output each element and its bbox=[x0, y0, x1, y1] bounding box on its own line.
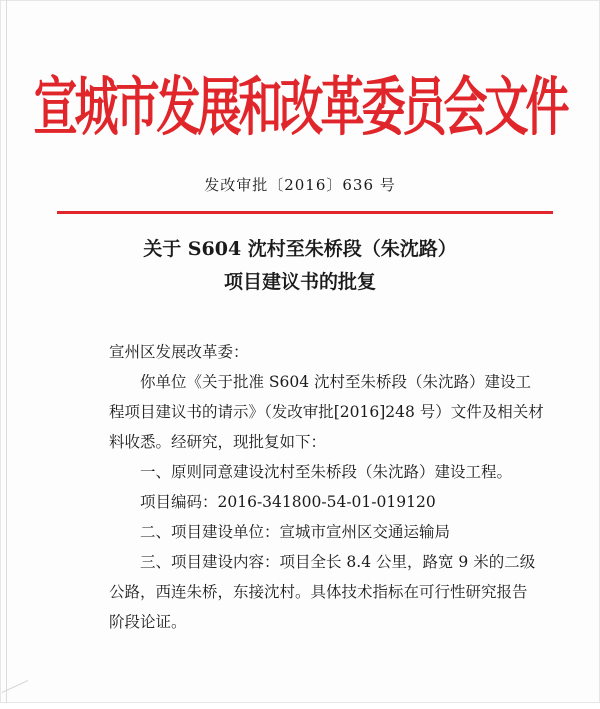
item-3-line-3: 阶段论证。 bbox=[109, 613, 187, 631]
document-title: 宣城市发展和改革委员会文件 bbox=[33, 71, 567, 146]
document-body bbox=[109, 337, 549, 637]
paragraph-1-line-1: 你单位《关于批准 S604 沈村至朱桥段（朱沈路）建设工 bbox=[140, 373, 532, 391]
project-code: 项目编码：2016-341800-54-01-019120 bbox=[140, 493, 436, 511]
document-number: 发改审批〔2016〕636 号 bbox=[204, 176, 396, 194]
red-divider-line bbox=[57, 211, 553, 214]
item-1: 一、原则同意建设沈村至朱桥段（朱沈路）建设工程。 bbox=[140, 463, 513, 481]
subject-line-1: 关于 S604 沈村至朱桥段（朱沈路） bbox=[143, 238, 457, 260]
subject-line-2: 项目建议书的批复 bbox=[223, 271, 376, 293]
document-subject bbox=[0, 233, 600, 299]
item-2: 二、项目建设单位：宣城市宣州区交通运输局 bbox=[140, 523, 451, 541]
addressee: 宣州区发展改革委： bbox=[109, 343, 249, 361]
item-3-line-1: 三、项目建设内容：项目全长 8.4 公里，路宽 9 米的二级 bbox=[140, 553, 536, 571]
paragraph-1-line-3: 料收悉。经研究，现批复如下： bbox=[109, 433, 327, 451]
paragraph-1-line-2: 程项目建议书的请示》（发改审批[2016]248 号）文件及相关材 bbox=[109, 403, 544, 421]
item-3-line-2: 公路，西连朱桥，东接沈村。具体技术指标在可行性研究报告 bbox=[109, 583, 528, 601]
